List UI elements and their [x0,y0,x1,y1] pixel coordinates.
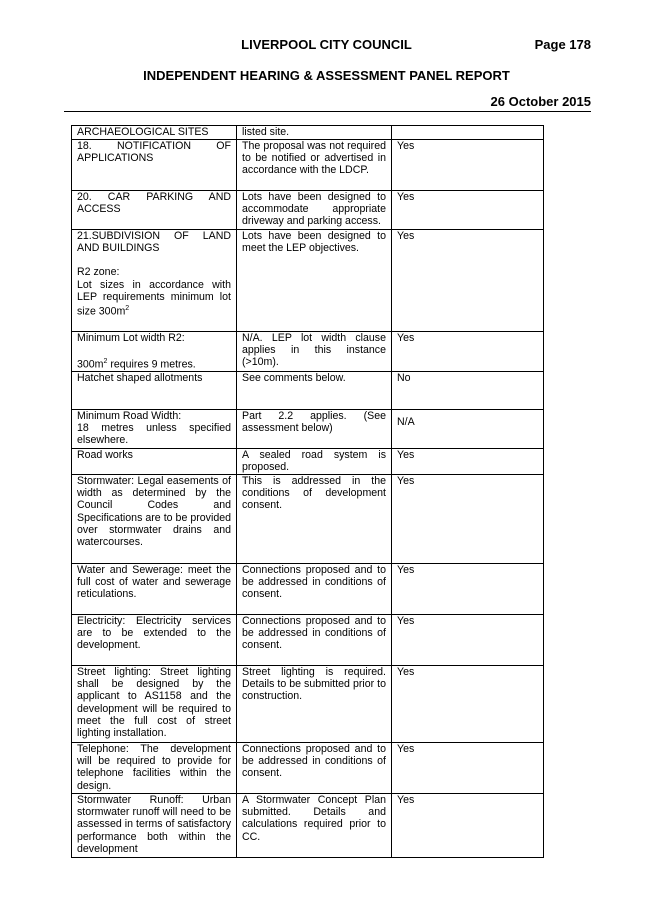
row-comment: Street lighting is required. Details to be submitted prior to construction. [237,665,392,742]
row-criterion: Stormwater: Legal easements of width as determined by the Council Codes and Specifications are to be provided over stormwater drains and watercourses. [72,474,237,563]
row-compliance: N/A [392,409,544,448]
row-comment: This is addressed in the conditions of development consent. [237,474,392,563]
table-row [72,563,544,614]
row-comment: listed site. [237,126,392,140]
row-criterion: ARCHAEOLOGICAL SITES [72,126,237,140]
row-compliance: No [392,371,544,409]
row-criterion: 20. CAR PARKING AND ACCESS [72,191,237,230]
table-row [72,371,544,409]
row-criterion: Road works [72,448,237,474]
table-row [72,448,544,474]
row-compliance: Yes [392,665,544,742]
table-row [72,332,544,372]
report-title: INDEPENDENT HEARING & ASSESSMENT PANEL REPORT [143,68,510,83]
row-criterion: Telephone: The development will be required to provide for telephone facilities within the design. [72,742,237,793]
criterion-zone: R2 zone: [77,266,120,279]
row-criterion: Stormwater Runoff: Urban stormwater runoff will need to be assessed in terms of satisfactory performance both within the development [72,793,237,857]
row-criterion: 18. NOTIFICATION OF APPLICATIONS [72,140,237,191]
row-criterion [72,332,237,372]
row-comment: A sealed road system is proposed. [237,448,392,474]
row-compliance: Yes [392,614,544,665]
header-divider [64,111,591,112]
row-compliance: Yes [392,563,544,614]
criterion-heading: 21.SUBDIVISION OF LAND AND BUILDINGS [77,230,231,255]
table-row [72,140,544,191]
row-compliance: Yes [392,140,544,191]
table-row [72,742,544,793]
criterion-text: Lot sizes in accordance with LEP requirements minimum lot size 300m [77,278,231,318]
row-comment: N/A. LEP lot width clause applies in this instance (>10m). [237,332,392,372]
assessment-table [71,125,544,858]
table-row [72,614,544,665]
row-compliance: Yes [392,191,544,230]
council-name: LIVERPOOL CITY COUNCIL [241,37,412,52]
table-row [72,665,544,742]
table-row [72,793,544,857]
row-criterion: Hatchet shaped allotments [72,371,237,409]
row-compliance [392,126,544,140]
row-compliance: Yes [392,793,544,857]
criterion-heading: Minimum Lot width R2: [77,332,185,344]
row-criterion: Electricity: Electricity services are to be extended to the development. [72,614,237,665]
row-comment: Lots have been designed to accommodate appropriate driveway and parking access. [237,191,392,230]
table-row [72,409,544,448]
row-criterion: Water and Sewerage: meet the full cost of water and sewerage reticulations. [72,563,237,614]
row-comment: A Stormwater Concept Plan submitted. Details and calculations required prior to CC. [237,793,392,857]
row-comment: Lots have been designed to meet the LEP objectives. [237,230,392,332]
row-criterion: Street lighting: Street lighting shall be designed by the applicant to AS1158 and the development will be required to meet the full cost of street lighting installation. [72,665,237,742]
row-comment: Connections proposed and to be addressed in conditions of consent. [237,614,392,665]
row-compliance: Yes [392,448,544,474]
page-number: Page 178 [534,37,591,52]
row-comment: Connections proposed and to be addressed in conditions of consent. [237,742,392,793]
row-comment: Connections proposed and to be addressed in conditions of consent. [237,563,392,614]
row-comment: See comments below. [237,371,392,409]
superscript: 2 [125,305,130,313]
row-compliance: Yes [392,230,544,332]
row-comment: The proposal was not required to be notified or advertised in accordance with the LDCP. [237,140,392,191]
table-row [72,474,544,563]
row-compliance: Yes [392,332,544,372]
row-compliance: Yes [392,474,544,563]
row-criterion: Minimum Road Width: 18 metres unless specified elsewhere. [72,409,237,448]
table-row [72,230,544,332]
criterion-text: requires 9 metres. [107,358,196,371]
row-compliance: Yes [392,742,544,793]
row-criterion [72,230,237,332]
table-row [72,126,544,140]
criterion-value: 300m [77,358,104,371]
superscript: 2 [103,358,108,366]
row-comment: Part 2.2 applies. (See assessment below) [237,409,392,448]
table-row [72,191,544,230]
report-date: 26 October 2015 [490,94,591,109]
